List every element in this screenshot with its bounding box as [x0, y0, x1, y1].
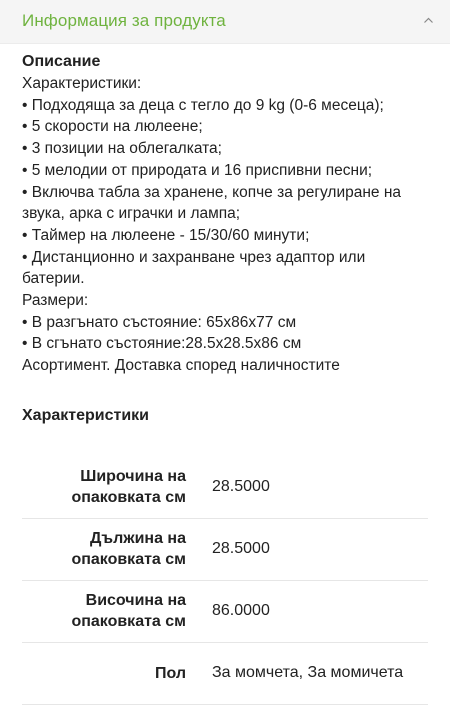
description-line: Размери: — [22, 292, 89, 310]
description-heading: Описание — [22, 53, 101, 70]
spec-row-package-width — [22, 457, 428, 519]
spec-value: 86.0000 — [212, 602, 270, 620]
product-info-title: Информация за продукта — [22, 11, 226, 30]
description-line: • В разгънато състояние: 65x86x77 см — [22, 313, 297, 331]
description-line: • Дистанционно и захранване чрез адаптор или — [22, 248, 366, 266]
description-text — [22, 73, 428, 377]
spec-value: 28.5000 — [212, 540, 270, 558]
description-line: • Включва табла за хранене, копче за регулиране на — [22, 183, 402, 201]
chevron-up-icon[interactable] — [424, 16, 433, 25]
spec-label: Дължина на опаковката см — [71, 530, 186, 569]
specs-heading: Характеристики — [22, 406, 150, 424]
description-line: • Таймер на люлеене - 15/30/60 минути; — [22, 226, 310, 244]
spec-row-package-height — [22, 581, 428, 643]
description-line: Характеристики: — [22, 75, 142, 92]
spec-value: 28.5000 — [212, 478, 270, 496]
spec-row-gender — [22, 643, 428, 705]
description-line: • 5 мелодии от природата и 16 приспивни песни; — [22, 161, 373, 179]
description-line: • 3 позиции на облегалката; — [22, 140, 222, 158]
product-info-accordion-header[interactable] — [0, 0, 450, 44]
spec-row-package-length — [22, 519, 428, 581]
description-line: Асортимент. Доставка според наличностите — [22, 357, 340, 375]
specs-table — [22, 457, 428, 705]
description-line: батерии. — [22, 270, 85, 288]
description-line: звука, арка с играчки и лампа; — [22, 205, 241, 223]
description-line: • 5 скорости на люлеене; — [22, 118, 203, 136]
spec-label: Широчина на опаковката см — [71, 468, 186, 507]
spec-value: За момчета, За момичета — [212, 664, 404, 682]
spec-label: Височина на опаковката см — [71, 592, 186, 631]
product-info-content — [0, 44, 450, 705]
description-line: • Подходяща за деца с тегло до 9 kg (0-6 месеца); — [22, 96, 384, 114]
spec-label: Пол — [154, 664, 186, 682]
description-line: • В сгънато състояние:28.5x28.5x86 см — [22, 335, 302, 353]
